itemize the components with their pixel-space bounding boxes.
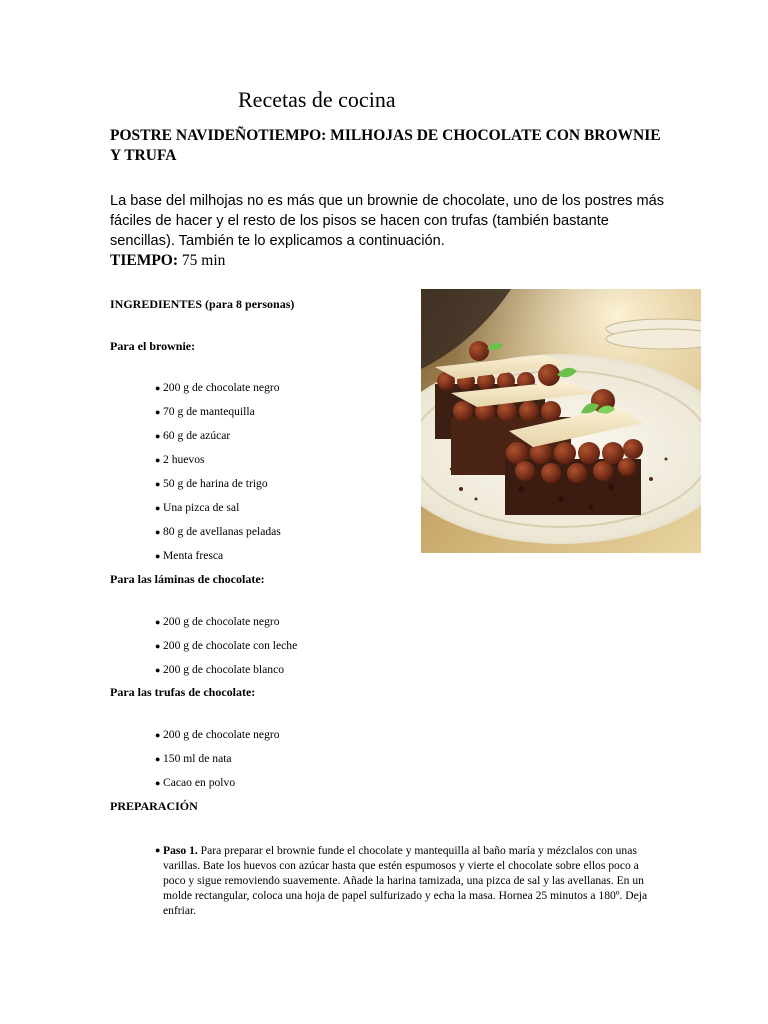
time-label: TIEMPO: (110, 252, 179, 269)
time-value: 75 min (178, 252, 226, 269)
bullet-icon: ● (155, 431, 161, 441)
bullet-icon: ● (155, 730, 161, 740)
bullet-icon: ● (155, 503, 161, 513)
step-text: Para preparar el brownie funde el chocolate y mantequilla al baño maría y mézclalos con unas varillas. Bate los huevos con azúcar hasta que estén espumosos y vierte el chocolate sobre ellos poco a poco y sigue removiendo suavemente. Añade la harina tamizada, una pizca de sal y las avellanas. En un molde rectangular, coloca una hoja de papel sulfurizado y echa la masa. Hornea 25 minutos a 180º. Deja enfriar. (163, 844, 648, 917)
bullet-icon: ● (155, 754, 161, 764)
bullet-icon: ● (155, 617, 161, 627)
ingredient-list-brownie (155, 381, 281, 573)
list-item: ● 60 g de azúcar (155, 429, 231, 442)
list-item: ● 150 ml de nata (155, 752, 232, 765)
list-item: ● Menta fresca (155, 549, 224, 562)
bullet-icon: ● (155, 665, 161, 675)
list-item: ● 200 g de chocolate negro (155, 615, 280, 628)
list-item: ● 70 g de mantequilla (155, 405, 255, 418)
step-label: Paso 1. (163, 844, 198, 857)
recipe-headline: POSTRE NAVIDEÑOTIEMPO: MILHOJAS DE CHOCOLATE CON BROWNIE Y TRUFA (110, 127, 661, 164)
time-line (110, 252, 225, 270)
preparation-heading: PREPARACIÓN (110, 799, 198, 813)
page-title: Recetas de cocina (238, 87, 396, 112)
section-heading-trufas: Para las trufas de chocolate: (110, 685, 256, 699)
intro-paragraph: La base del milhojas no es más que un brownie de chocolate, uno de los postres más fáciles de hacer y el resto de los pisos se hacen con trufas (también bastante sencillas). También te lo explicamos a continuación. (110, 193, 665, 249)
bullet-icon: ● (155, 845, 161, 855)
ingredient-list-trufas (155, 728, 280, 800)
list-item: ● 200 g de chocolate blanco (155, 663, 285, 676)
list-item: ● 80 g de avellanas peladas (155, 525, 281, 538)
step-1 (155, 843, 655, 918)
list-item: ● 200 g de chocolate con leche (155, 639, 298, 652)
list-item: ● 200 g de chocolate negro (155, 728, 280, 741)
list-item: ● 2 huevos (155, 453, 205, 466)
section-heading-brownie: Para el brownie: (110, 339, 196, 353)
bullet-icon: ● (155, 479, 161, 489)
bullet-icon: ● (155, 551, 161, 561)
section-heading-laminas: Para las láminas de chocolate: (110, 572, 265, 586)
ingredients-heading: INGREDIENTES (para 8 personas) (110, 297, 295, 311)
bullet-icon: ● (155, 527, 161, 537)
bullet-icon: ● (155, 778, 161, 788)
list-item: ● 50 g de harina de trigo (155, 477, 268, 490)
bullet-icon: ● (155, 383, 161, 393)
list-item: ● 200 g de chocolate negro (155, 381, 280, 394)
list-item: ● Cacao en polvo (155, 776, 236, 789)
bullet-icon: ● (155, 407, 161, 417)
ingredient-list-laminas (155, 615, 297, 687)
dessert-photo (421, 289, 701, 553)
list-item: ● Una pizca de sal (155, 501, 240, 514)
bullet-icon: ● (155, 455, 161, 465)
bullet-icon: ● (155, 641, 161, 651)
